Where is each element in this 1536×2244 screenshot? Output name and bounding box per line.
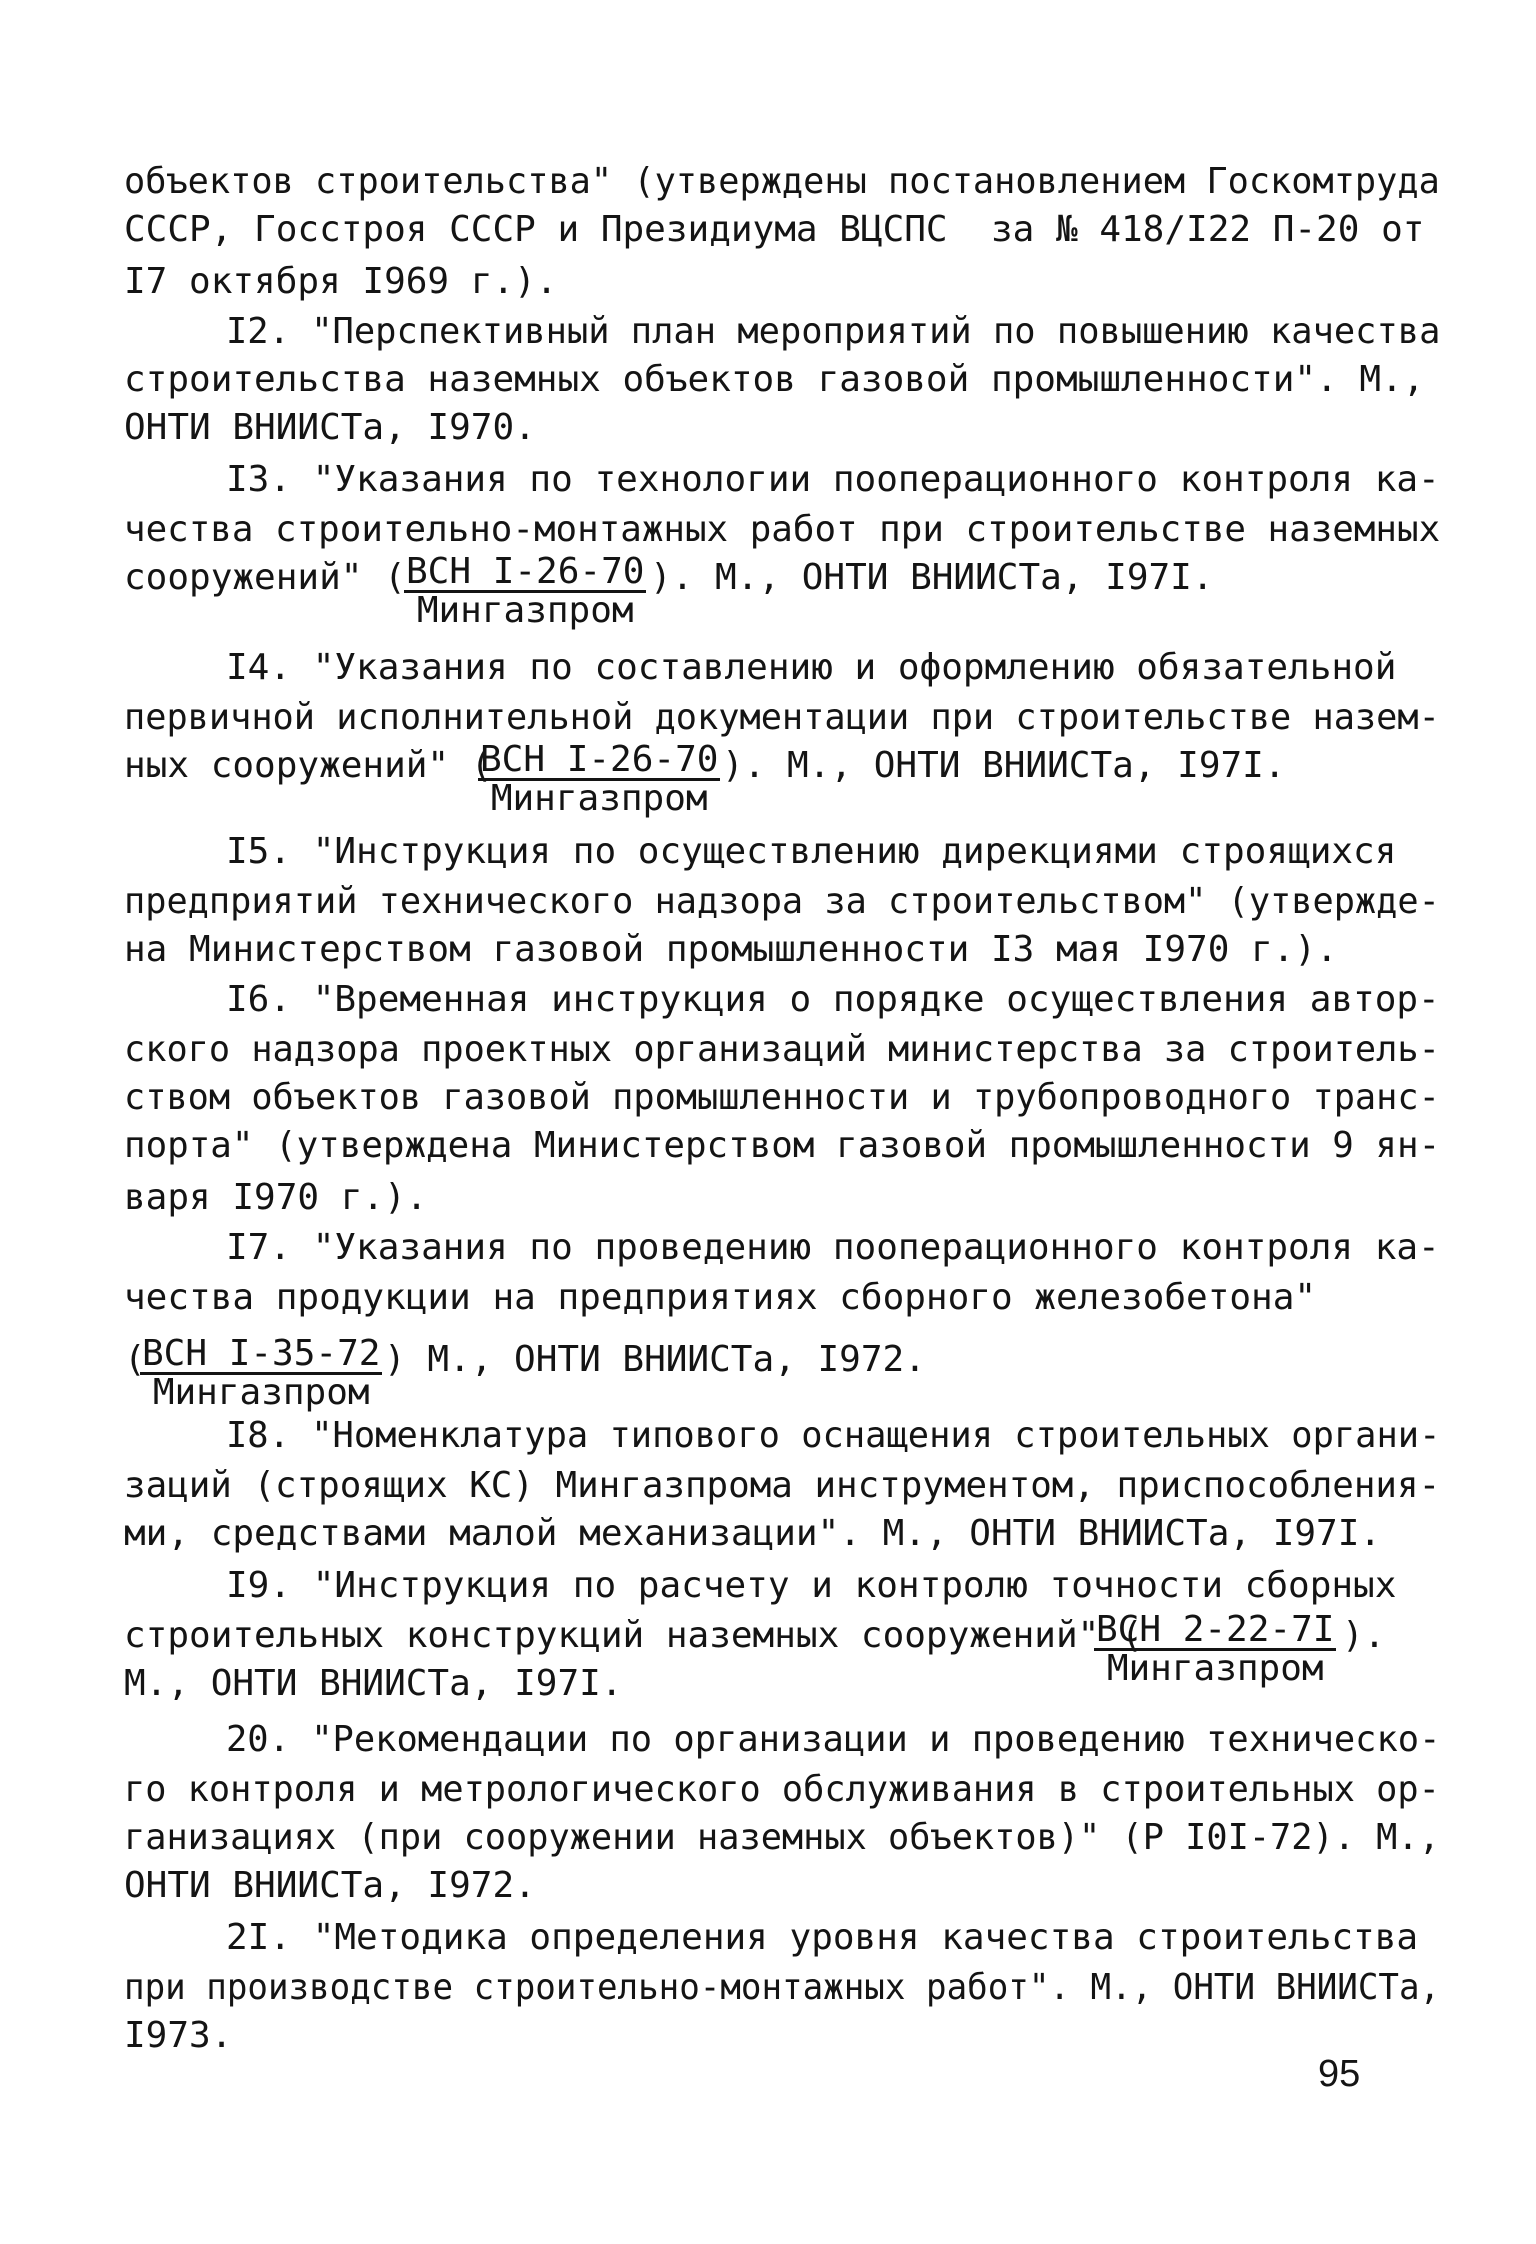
text-line: ством объектов газовой промышленности и трубопроводного транс- xyxy=(124,1077,1440,1118)
text-line: заций (строящих КС) Мингазпрома инструментом, приспособления- xyxy=(124,1465,1441,1506)
text-line: I7 октября I969 г.). xyxy=(124,261,558,302)
norm-reference-fraction xyxy=(478,739,720,819)
fraction-numerator: ВСН I-26-70 xyxy=(406,551,645,592)
fraction-numerator: ВСН I-26-70 xyxy=(480,739,719,780)
text-line: объектов строительства" (утверждены постановлением Госкомтруда xyxy=(124,161,1440,202)
text-line: го контроля и метрологического обслуживания в строительных ор- xyxy=(124,1769,1440,1810)
text-line: строительства наземных объектов газовой промышленности". М., xyxy=(124,359,1425,400)
text-line: сооружений" ( xyxy=(124,557,406,598)
text-line: СССР, Госстроя СССР и Президиума ВЦСПС за № 418/I22 П-20 от xyxy=(124,209,1425,250)
text-line: I4. "Указания по составлению и оформлению обязательной xyxy=(226,647,1397,688)
text-line: I973. xyxy=(124,2015,233,2056)
fraction-denominator: Мингазпром xyxy=(490,778,708,819)
text-line: I6. "Временная инструкция о порядке осуществления автор- xyxy=(226,979,1440,1020)
text-line: М., ОНТИ ВНИИСТа, I97I. xyxy=(124,1663,623,1704)
text-line: ганизациях (при сооружении наземных объектов)" (Р I0I-72). М., xyxy=(124,1817,1440,1858)
text-line: I3. "Указания по технологии пооперационного контроля ка- xyxy=(226,459,1440,500)
text-line: при производстве строительно-монтажных работ". М., ОНТИ ВНИИСТа, xyxy=(124,1967,1441,2008)
text-line: I2. "Перспективный план мероприятий по повышению качества xyxy=(226,311,1441,352)
text-line: чества строительно-монтажных работ при строительстве наземных xyxy=(124,509,1441,550)
text-line: 2I. "Методика определения уровня качества строительства xyxy=(226,1917,1419,1958)
text-line: чества продукции на предприятиях сборного железобетона" xyxy=(124,1277,1317,1318)
fraction-numerator: ВСН 2-22-7I xyxy=(1096,1609,1335,1650)
text-line: ). М., ОНТИ ВНИИСТа, I97I. xyxy=(650,557,1214,598)
text-line: ). М., ОНТИ ВНИИСТа, I97I. xyxy=(722,745,1286,786)
text-line: ных сооружений" ( xyxy=(124,745,493,786)
text-line: ского надзора проектных организаций министерства за строитель- xyxy=(124,1029,1440,1070)
text-line: ОНТИ ВНИИСТа, I970. xyxy=(124,407,536,448)
text-line: ( xyxy=(124,1339,146,1380)
text-line: варя I970 г.). xyxy=(124,1177,428,1218)
text-line: ОНТИ ВНИИСТа, I972. xyxy=(124,1865,536,1906)
text-line: на Министерством газовой промышленности I3 мая I970 г.). xyxy=(124,929,1338,970)
fraction-numerator: ВСН I-35-72 xyxy=(142,1333,381,1374)
text-line: 20. "Рекомендации по организации и проведению техническо- xyxy=(226,1719,1441,1760)
text-line: предприятий технического надзора за строительством" (утвержде- xyxy=(124,881,1440,922)
text-line: ми, средствами малой механизации". М., ОНТИ ВНИИСТа, I97I. xyxy=(124,1513,1382,1554)
text-line: ) М., ОНТИ ВНИИСТа, I972. xyxy=(384,1339,926,1380)
text-line: I7. "Указания по проведению пооперационного контроля ка- xyxy=(226,1227,1440,1268)
text-line: I5. "Инструкция по осуществлению дирекциями строящихся xyxy=(226,831,1397,872)
norm-reference-fraction xyxy=(1094,1609,1336,1689)
norm-reference-fraction xyxy=(404,551,646,631)
fraction-denominator: Мингазпром xyxy=(1106,1648,1324,1689)
text-line: строительных конструкций наземных сооружений" ( xyxy=(124,1615,1143,1656)
text-line: ). xyxy=(1342,1615,1386,1656)
fraction-denominator: Мингазпром xyxy=(152,1372,370,1413)
text-line: первичной исполнительной документации при строительстве назем- xyxy=(124,697,1440,738)
text-line: I8. "Номенклатура типового оснащения строительных органи- xyxy=(226,1415,1441,1456)
page-number: 95 xyxy=(1318,2053,1361,2095)
fraction-denominator: Мингазпром xyxy=(416,590,634,631)
text-line: I9. "Инструкция по расчету и контролю точности сборных xyxy=(226,1565,1397,1606)
text-line: порта" (утверждена Министерством газовой промышленности 9 ян- xyxy=(124,1125,1441,1166)
norm-reference-fraction xyxy=(140,1333,382,1413)
